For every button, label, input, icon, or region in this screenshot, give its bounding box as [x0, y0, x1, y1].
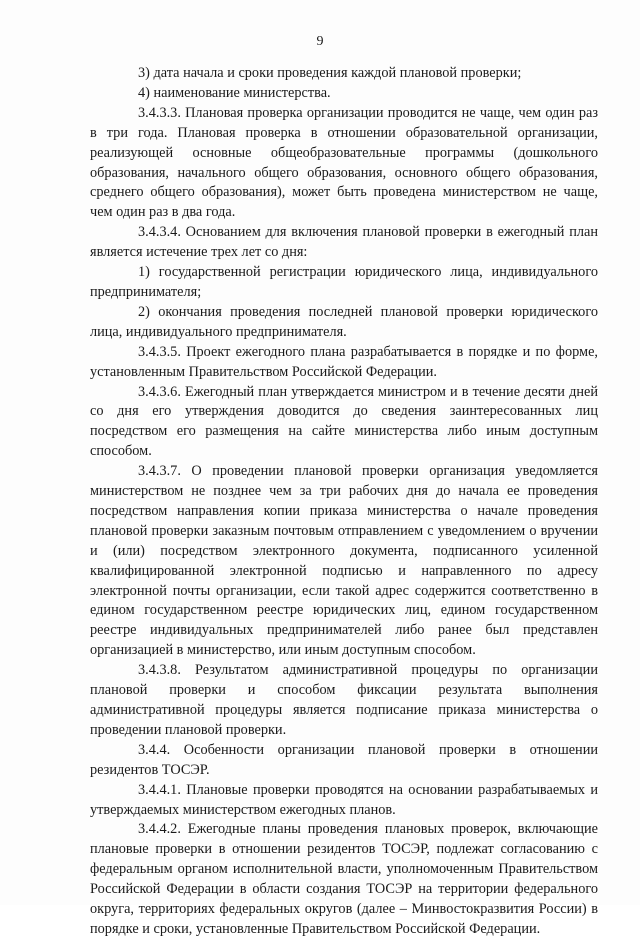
paragraph-3-4-3-3: 3.4.3.3. Плановая проверка организации проводится не чаще, чем один раз в три года. Плановая проверка в отношении образовательной организации, реализующей основные общеобразовательные программы (дошкольного образования, начального общего образования, основного общего образования, среднего общего образования), может быть проведена министерством не чаще, чем один раз в два года.: [90, 104, 598, 221]
document-body: [90, 64, 598, 940]
paragraph-3-4-4-1: 3.4.4.1. Плановые проверки проводятся на основании разрабатываемых и утверждаемых министерством ежегодных планов.: [90, 781, 598, 818]
paragraph-3-4-3-5: 3.4.3.5. Проект ежегодного плана разрабатывается в порядке и по форме, установленным Правительством Российской Федерации.: [90, 343, 598, 380]
paragraph-3-4-3-4: 3.4.3.4. Основанием для включения плановой проверки в ежегодный план является истечение трех лет со дня:: [90, 224, 598, 261]
paragraph-sub-1: 1) государственной регистрации юридического лица, индивидуального предпринимателя;: [90, 264, 598, 300]
paragraph-3-4-4-2: 3.4.4.2. Ежегодные планы проведения плановых проверок, включающие плановые проверки в отношении резидентов ТОСЭР, подлежат согласованию с федеральным органом исполнительной власти, уполномоченным Правительством Российской Федерации в области создания ТОСЭР на территории федерального округа, территориях федеральных округов (далее – Минвостокразвития России) в порядке и сроки, установленные Правительством Российской Федерации.: [90, 821, 598, 937]
paragraph-item-3: 3) дата начала и сроки проведения каждой плановой проверки;: [138, 65, 522, 81]
paragraph-3-4-4: 3.4.4. Особенности организации плановой проверки в отношении резидентов ТОСЭР.: [90, 741, 598, 778]
page-number: 9: [316, 34, 324, 49]
paragraph-3-4-3-7: 3.4.3.7. О проведении плановой проверки организация уведомляется министерством не позднее чем за три рабочих дня до начала ее проведения посредством направления копии приказа министерства о начале проведения плановой проверки заказным почтовым отправлением с уведомлением о вручении и (или) посредством электронного документа, подписанного усиленной квалифицированной электронной подписью и направленного по адресу электронной почты организации, если такой адрес содержится соответственно в едином государственном реестре юридических лиц, едином государственном реестре индивидуальных предпринимателей либо ранее был представлен организацией в министерство, или иным доступным способом.: [90, 463, 598, 659]
paragraph-3-4-3-6: 3.4.3.6. Ежегодный план утверждается министром и в течение десяти дней со дня его утверждения доводится до сведения заинтересованных лиц посредством его размещения на сайте министерства либо иным доступным способом.: [90, 383, 598, 460]
paragraph-item-4: 4) наименование министерства.: [138, 84, 331, 101]
paragraph-3-4-3-8: 3.4.3.8. Результатом административной процедуры по организации плановой проверки и способом фиксации результата выполнения административной процедуры является подписание приказа министерства о проведении плановой проверки.: [90, 662, 598, 738]
paragraph-sub-2: 2) окончания проведения последней плановой проверки юридического лица, индивидуального предпринимателя.: [90, 303, 598, 340]
